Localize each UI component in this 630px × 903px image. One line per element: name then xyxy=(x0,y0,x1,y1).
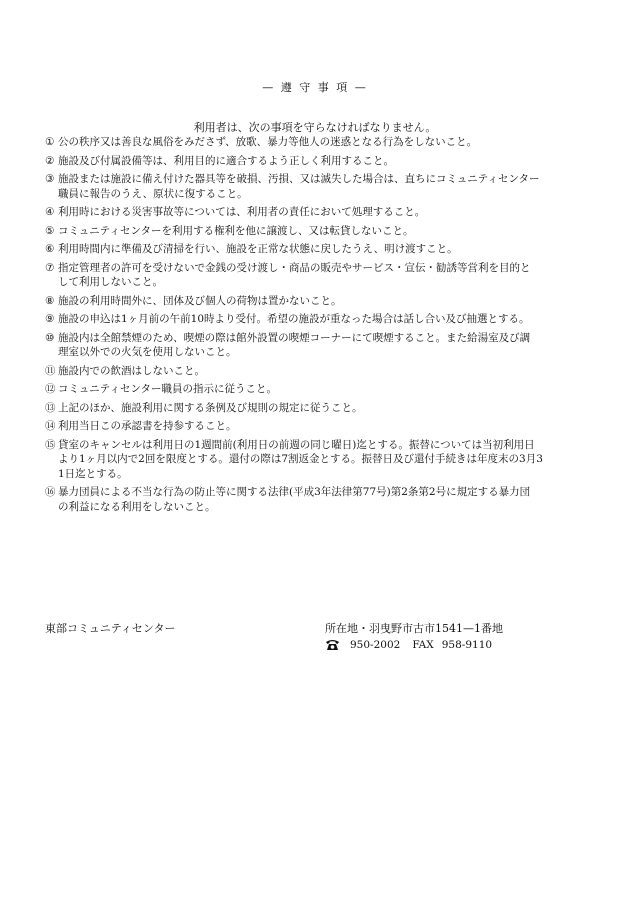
rule-item xyxy=(45,135,600,150)
telephone-number: 950-2002 xyxy=(350,638,401,651)
rule-number: ⑨ xyxy=(45,313,55,325)
rule-text-continued: の利益になる利用をしないこと。 xyxy=(58,500,216,513)
rule-text-continued: 理室以外での火気を使用しないこと。 xyxy=(58,346,237,358)
rule-item xyxy=(45,382,600,397)
rule-text-continued: 1日迄とする。 xyxy=(58,467,128,480)
rule-item xyxy=(45,294,600,309)
organization-name: 東部コミュニティセンター xyxy=(45,622,176,635)
contact-info xyxy=(325,638,492,651)
rules-list xyxy=(45,135,600,518)
rule-item xyxy=(45,154,600,169)
rule-item xyxy=(45,205,600,220)
rule-item xyxy=(45,331,600,360)
rule-text: 施設及び付属設備等は、利用目的に適合するよう正しく利用すること。 xyxy=(58,154,394,167)
rule-number: ⑫ xyxy=(45,383,56,395)
rule-item xyxy=(45,419,600,434)
rule-number: ⑥ xyxy=(45,243,55,255)
rule-text-continued: して利用しないこと。 xyxy=(58,276,163,288)
address: 所在地・羽曳野市古市1541—1番地 xyxy=(325,622,503,635)
rule-number: ⑪ xyxy=(45,364,56,377)
rule-item xyxy=(45,485,600,514)
rule-text: 利用時間内に準備及び清掃を行い、施設を正常な状態に戻したうえ、明け渡すこと。 xyxy=(58,243,458,255)
rule-number: ⑦ xyxy=(45,261,55,274)
rule-item xyxy=(45,261,600,290)
rule-item xyxy=(45,312,600,327)
rule-number: ⑭ xyxy=(45,420,56,432)
rule-number: ⑬ xyxy=(45,401,56,414)
rule-text-continued: 職員に報告のうえ、原状に復すること。 xyxy=(58,187,248,200)
rule-text: 利用時における災害事故等については、利用者の責任において処理すること。 xyxy=(58,206,426,218)
rule-number: ⑧ xyxy=(45,294,55,307)
rule-item xyxy=(45,438,600,482)
rule-number: ② xyxy=(45,154,55,167)
fax-number: 958-9110 xyxy=(441,638,493,651)
rule-text: 施設内での飲酒はしないこと。 xyxy=(58,364,205,377)
rule-item xyxy=(45,224,600,239)
rule-item xyxy=(45,401,600,416)
page-title: — 遵 守 事 項 — xyxy=(262,81,368,94)
rule-text: コミュニティセンター職員の指示に従うこと。 xyxy=(58,383,278,395)
rule-text-continued: より1ヶ月以内で2回を限度とする。還付の際は7割返金とする。振替日及び還付手続きは年度末の3月3 xyxy=(58,453,543,465)
rule-number: ③ xyxy=(45,173,55,185)
rule-text: 公の秩序又は善良な風俗をみださず、放歌、暴力等他人の迷惑となる行為をしないこと。 xyxy=(58,136,478,148)
rule-text: 施設または施設に備え付けた器具等を破損、汚損、又は滅失した場合は、直ちにコミュニティセンター xyxy=(58,173,540,185)
rule-number: ① xyxy=(45,136,55,148)
rule-text: 施設内は全館禁煙のため、喫煙の際は館外設置の喫煙コーナーにて喫煙すること。また給湯室及び調 xyxy=(58,331,531,344)
rule-item xyxy=(45,242,600,257)
rule-number: ⑩ xyxy=(45,331,55,344)
rule-text: 施設の利用時間外に、団体及び個人の荷物は置かないこと。 xyxy=(58,294,342,307)
rule-text: 上記のほか、施設利用に関する条例及び規則の規定に従うこと。 xyxy=(58,401,363,414)
rule-item xyxy=(45,172,600,201)
rule-text: コミュニティセンターを利用する権利を他に譲渡し、又は転貸しないこと。 xyxy=(58,224,414,237)
intro-text: 利用者は、次の事項を守らなければなりません。 xyxy=(193,121,437,134)
rule-number: ⑮ xyxy=(45,438,56,451)
rule-number: ⑤ xyxy=(45,224,55,237)
rule-text: 暴力団員による不当な行為の防止等に関する法律(平成3年法律第77号)第2条第2号に規定する暴力団 xyxy=(58,486,531,498)
rule-text: 施設の申込は1ヶ月前の午前10時より受付。希望の施設が重なった場合は話し合い及び抽選とする。 xyxy=(58,313,530,325)
rule-number: ④ xyxy=(45,206,55,218)
rule-number: ⑯ xyxy=(45,486,56,498)
rule-text: 貸室のキャンセルは利用日の1週間前(利用日の前週の同じ曜日)迄とする。振替については当初利用日 xyxy=(58,438,535,451)
rule-text: 指定管理者の許可を受けないで金銭の受け渡し・商品の販売やサービス・宣伝・勧誘等営利を目的と xyxy=(58,261,531,274)
fax-label: FAX xyxy=(412,638,434,651)
telephone-icon xyxy=(325,638,340,651)
rule-text: 利用当日この承認書を持参すること。 xyxy=(58,420,237,432)
rule-item xyxy=(45,364,600,379)
